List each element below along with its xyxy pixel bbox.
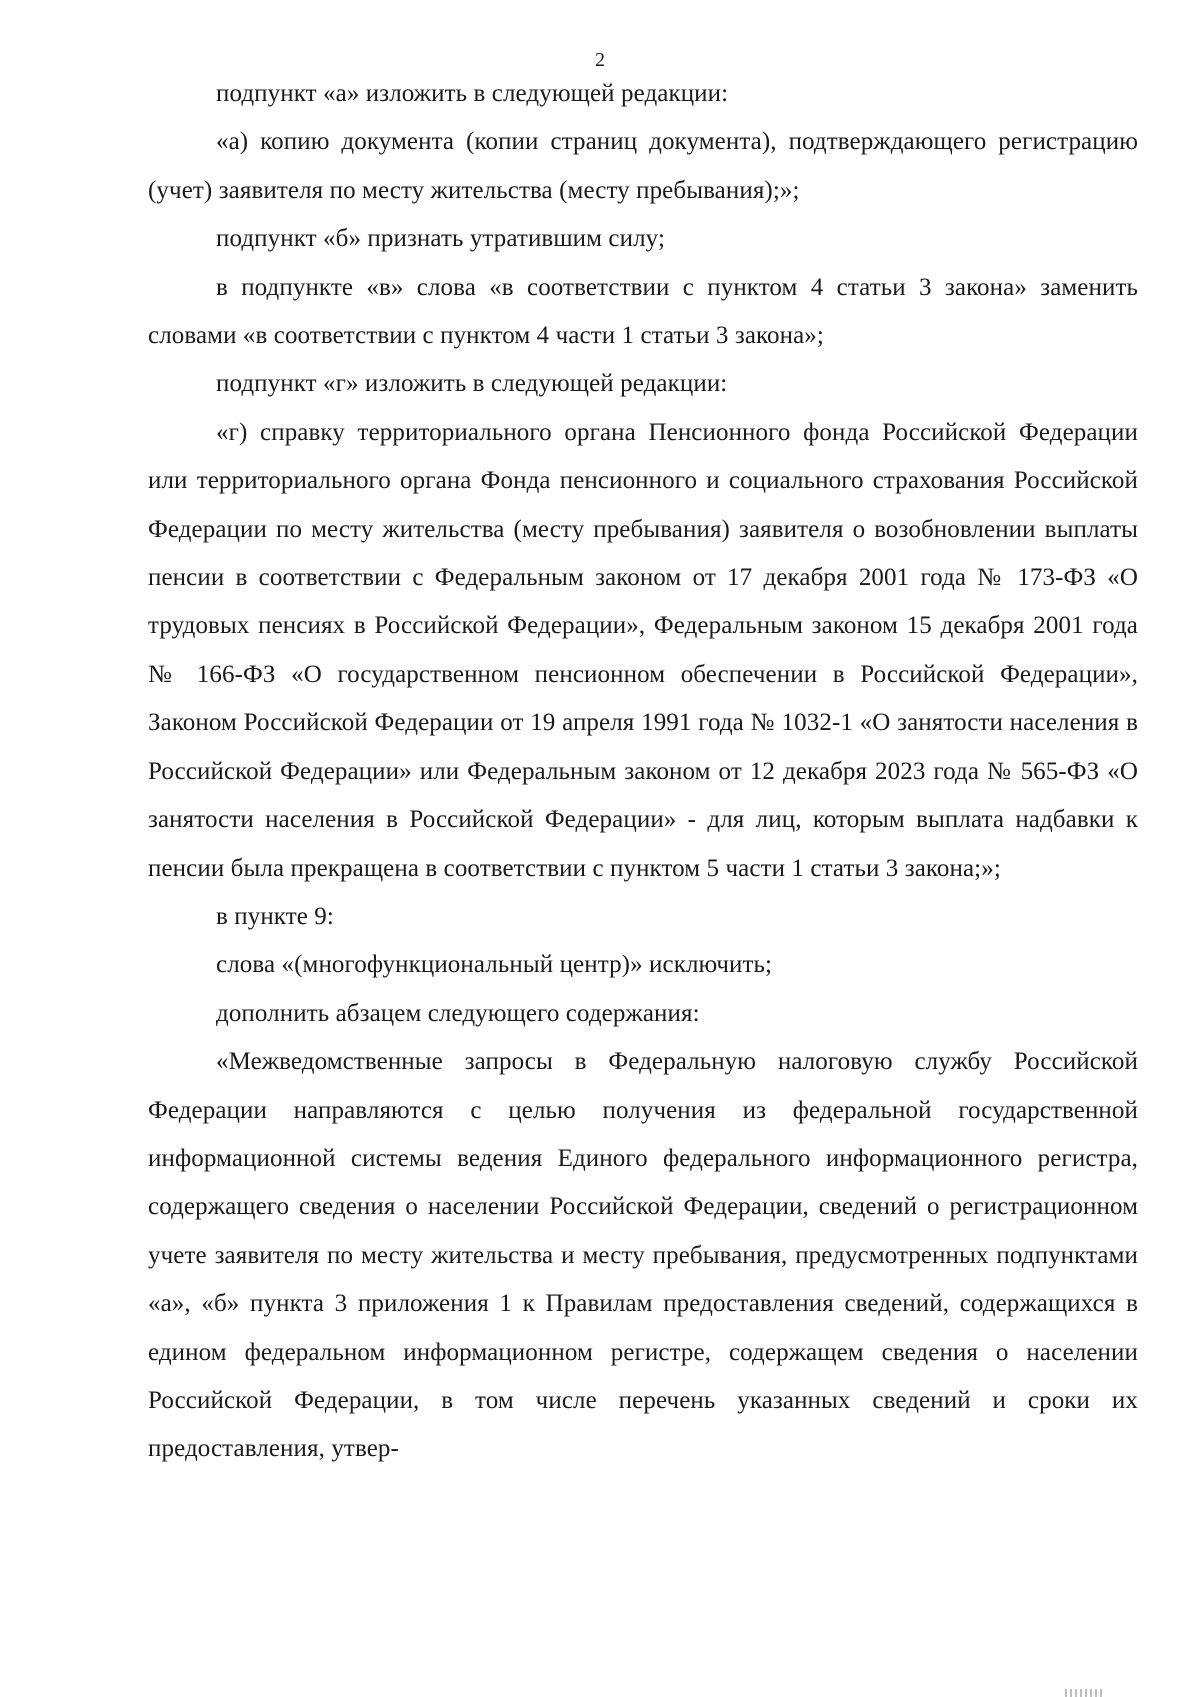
paragraph-3: подпункт «б» признать утратившим силу;: [216, 225, 665, 253]
paragraph-7: в пункте 9:: [216, 902, 334, 930]
paragraph-1: подпункт «а» изложить в следующей редакции:: [216, 80, 729, 107]
paragraph-2: «а) копию документа (копии страниц документа), подтверждающего регистрацию (учет) заявителя по месту жительства (месту пребывания);»;: [148, 128, 1138, 204]
paragraph-4: в подпункте «в» слова «в соответствии с пунктом 4 статьи 3 закона» заменить словами «в соответствии с пунктом 4 части 1 статьи 3 закона»;: [148, 273, 1138, 350]
page-number: 2: [595, 49, 605, 71]
paragraph-6: «г) справку территориального органа Пенсионного фонда Российской Федерации или территориального органа Фонда пенсионного и социального страхования Российской Федерации по месту жительства (месту пребывания) заявителя о возобновлении выплаты пенсии в соответствии с Федеральным законом от 17 декабря 2001 года № 173-ФЗ «О трудовых пенсиях в Российской Федерации», Федеральным законом 15 декабря 2001 года № 166-ФЗ «О государственном пенсионном обеспечении в Российской Федерации», Законом Российской Федерации от 19 апреля 1991 года № 1032-1 «О занятости населения в Российской Федерации» или Федеральным законом от 12 декабря 2023 года № 565-ФЗ «О занятости населения в Российской Федерации» - для лиц, которым выплата надбавки к пенсии была прекращена в соответствии с пунктом 5 части 1 статьи 3 закона;»;: [148, 418, 1138, 882]
document-body: [148, 70, 1138, 1474]
paragraph-8: слова «(многофункциональный центр)» исключить;: [216, 951, 773, 979]
paragraph-10: «Межведомственные запросы в Федеральную налоговую службу Российской Федерации направляются с целью получения из федеральной государственной информационной системы ведения Единого федерального информационного регистра, содержащего сведения о населении Российской Федерации, сведений о регистрационном учете заявителя по месту жительства и месту пребывания, предусмотренных подпунктами «а», «б» пункта 3 приложения 1 к Правилам предоставления сведений, содержащихся в едином федеральном информационном регистре, содержащем сведения о населении Российской Федерации, в том числе перечень указанных сведений и сроки их предоставления, утвер-: [148, 1048, 1138, 1463]
scan-edge-mark: [1065, 1689, 1105, 1697]
paragraph-9: дополнить абзацем следующего содержания:: [216, 999, 700, 1027]
paragraph-5: подпункт «г» изложить в следующей редакции:: [216, 370, 728, 398]
